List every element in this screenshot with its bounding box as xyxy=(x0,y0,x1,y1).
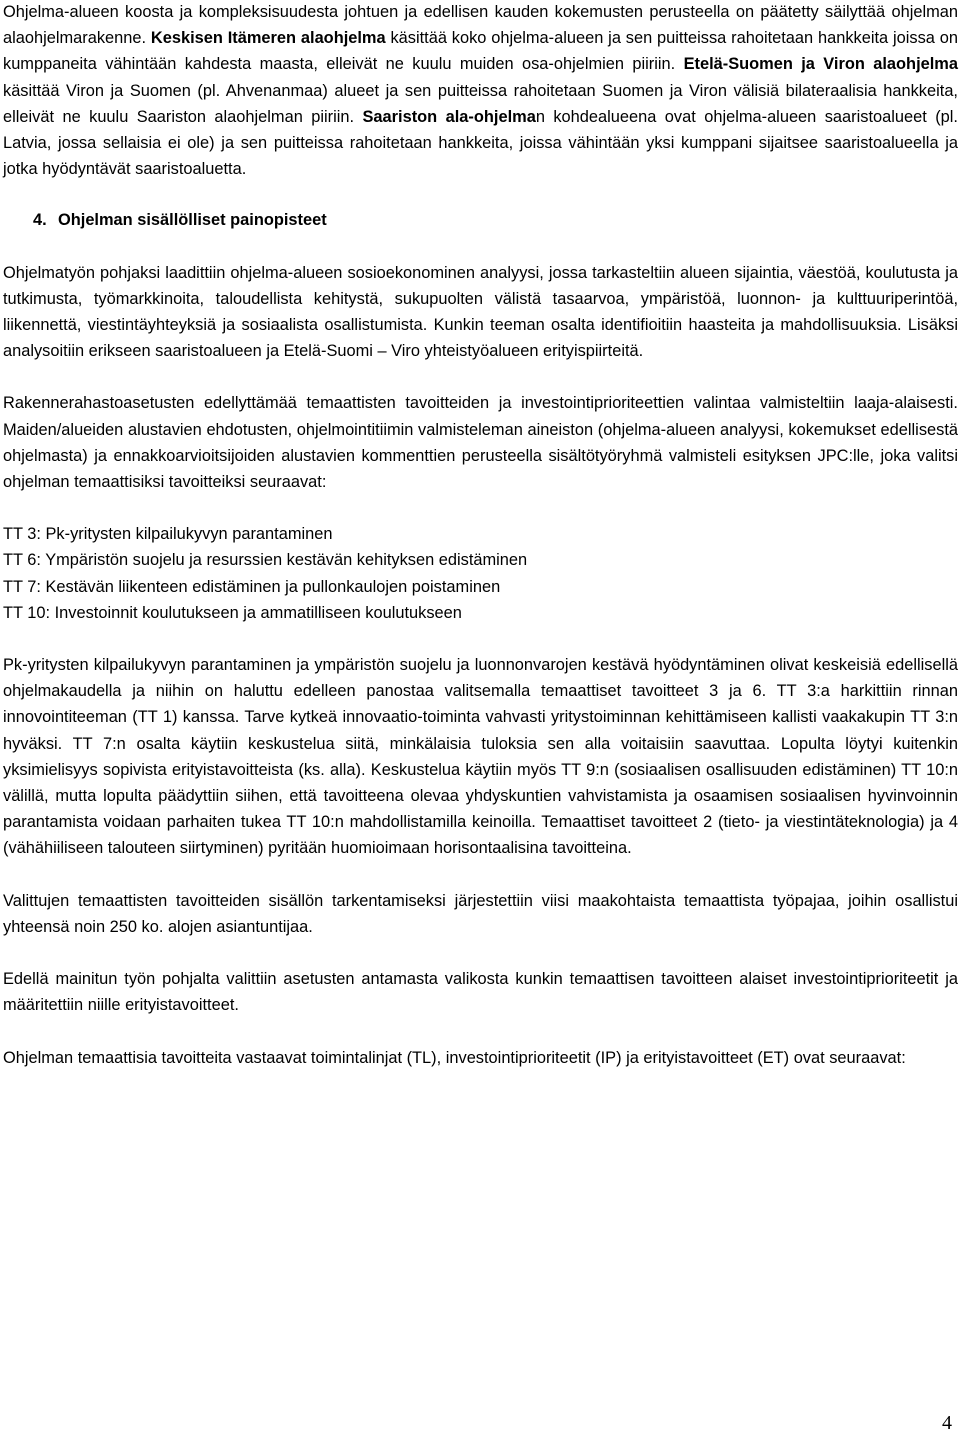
bold-term-archipelago: Saariston ala-ohjelma xyxy=(362,107,536,126)
section-heading xyxy=(3,207,958,233)
bold-term-southern-finland-estonia: Etelä-Suomen ja Viron alaohjelma xyxy=(683,55,958,74)
paragraph-goal-rationale: Pk-yritysten kilpailukyvyn parantaminen ja ympäristön suojelu ja luonnonvarojen kestävä hyödyntäminen olivat keskeisiä edellisellä ohjelmakaudella ja niihin on haluttu edelleen panostaa valitsemalla temaattiset tavoitteet 3 ja 6. TT 3:a harkittiin rinnan innovointiteeman (TT 1) kanssa. Tarve kytkeä innovaatio-toiminta vahvasti yritystoiminnan kehittämiseen kallisti vaakakupin TT 3:n hyväksi. TT 7:n osalta käytiin keskustelua siitä, minkälaisia tuloksia sen alla voitaisiin saavuttaa. Lopulta löytyi kuitenkin yksimielisyys sopivista erityistavoitteista (ks. alla). Keskustelua käytiin myös TT 9:n (sosiaalisen osallisuuden edistäminen) TT 10:n välillä, mutta lopulta päädyttiin siihen, että tavoitteena olevaa yhdyskuntien vahvistamista ja osaamisen sosiaalisen hyvinvoinnin parantamista voidaan parhaiten tukea TT 10:n mahdollistamilla keinoilla. Temaattiset tavoitteet 2 (tieto- ja viestintäteknologia) ja 4 (vähähiiliseen talouteen siirtyminen) pyritään huomioimaan horisontaalisina tavoitteina. xyxy=(3,656,958,858)
paragraph-workshops: Valittujen temaattisten tavoitteiden sisällön tarkentamiseksi järjestettiin viisi maakohtaista temaattista työpajaa, joihin osallistui yhteensä noin 250 ko. alojen asiantuntijaa. xyxy=(3,891,958,936)
section-title: Ohjelman sisällölliset painopisteet xyxy=(58,211,327,230)
list-item: TT 7: Kestävän liikenteen edistäminen ja pullonkaulojen poistaminen xyxy=(3,577,501,596)
thematic-goals-list xyxy=(3,521,958,626)
bold-term-central-baltic: Keskisen Itämeren alaohjelma xyxy=(150,29,386,48)
text-column xyxy=(3,0,958,1071)
paragraph-thematic-selection: Rakennerahastoasetusten edellyttämää temaattisten tavoitteiden ja investointiprioriteettien valintaa valmisteltiin laaja-alaisesti. Maiden/alueiden alustavien ehdotusten, ohjelmointitiimin valmisteleman aineiston (ohjelma-alueen analyysi, kokemukset edellisestä ohjelmasta) ja ennakkoarvioitsijoiden alustavien kommenttien perusteella sisältötyöryhmä valmisteli esityksen JPC:lle, joka valitsi ohjelman temaattisiksi tavoitteiksi seuraavat: xyxy=(3,394,958,492)
text-run: käsittää Viron ja Suomen (pl. Ahvenanmaa) alueet ja sen puitteissa rahoitetaan Suomen ja Viron välisiä bilateraalisia hankkeita, elleivät ne kuulu Saariston alaohjelman piiriin. xyxy=(3,81,958,126)
list-item: TT 3: Pk-yritysten kilpailukyvyn parantaminen xyxy=(3,525,333,544)
text-run: käsittää koko ohjelma-alueen ja sen puitteissa rahoitetaan hankkeita joissa on kumppaneita vähintään kahdesta maasta, elleivät ne kuulu muiden osa-ohjelmien piiriin. xyxy=(3,29,958,74)
section-number: 4. xyxy=(33,211,47,230)
text-run: n kohdealueena ovat ohjelma-alueen saaristoalueet (pl. Latvia, jossa sellaisia ei ole) ja sen puitteissa rahoitetaan hankkeita, joissa vähintään yksi kumppani sijaitsee saaristoalueella ja jotka hyödyntävät saaristoaluetta. xyxy=(3,107,958,179)
page-number: 4 xyxy=(942,1412,952,1434)
paragraph-investment-priorities: Edellä mainitun työn pohjalta valittiin asetusten antamasta valikosta kunkin temaattisen tavoitteen alaiset investointiprioriteetit ja määritettiin niille erityistavoitteet. xyxy=(3,970,958,1015)
paragraph-priority-axes-intro: Ohjelman temaattisia tavoitteita vastaavat toimintalinjat (TL), investointiprioriteetit (IP) ja erityistavoitteet (ET) ovat seuraavat: xyxy=(3,1048,906,1067)
text-run: Ohjelma-alueen koosta ja kompleksisuudesta johtuen ja edellisen kauden kokemusten perusteella on päätetty säilyttää ohjelman alaohjelmarakenne. xyxy=(3,3,958,48)
paragraph-analysis: Ohjelmatyön pohjaksi laadittiin ohjelma-alueen sosioekonominen analyysi, jossa tarkasteltiin alueen sijaintia, väestöä, koulutusta ja tutkimusta, työmarkkinoita, taloudellista kehitystä, sukupuolten välistä tasaarvoa, ympäristöä, luonnon- ja kulttuuriperintöä, liikennettä, viestintäyhteyksiä ja sosiaalista osallistumista. Kunkin teeman osalta identifioitiin haasteita ja mahdollisuuksia. Lisäksi analysoitiin erikseen saaristoalueen ja Etelä-Suomi – Viro yhteistyöalueen erityispiirteitä. xyxy=(3,263,958,361)
list-item: TT 6: Ympäristön suojelu ja resurssien kestävän kehityksen edistäminen xyxy=(3,551,528,570)
list-item: TT 10: Investoinnit koulutukseen ja ammatilliseen koulutukseen xyxy=(3,603,462,622)
paragraph-subprogramme-structure xyxy=(3,0,958,182)
